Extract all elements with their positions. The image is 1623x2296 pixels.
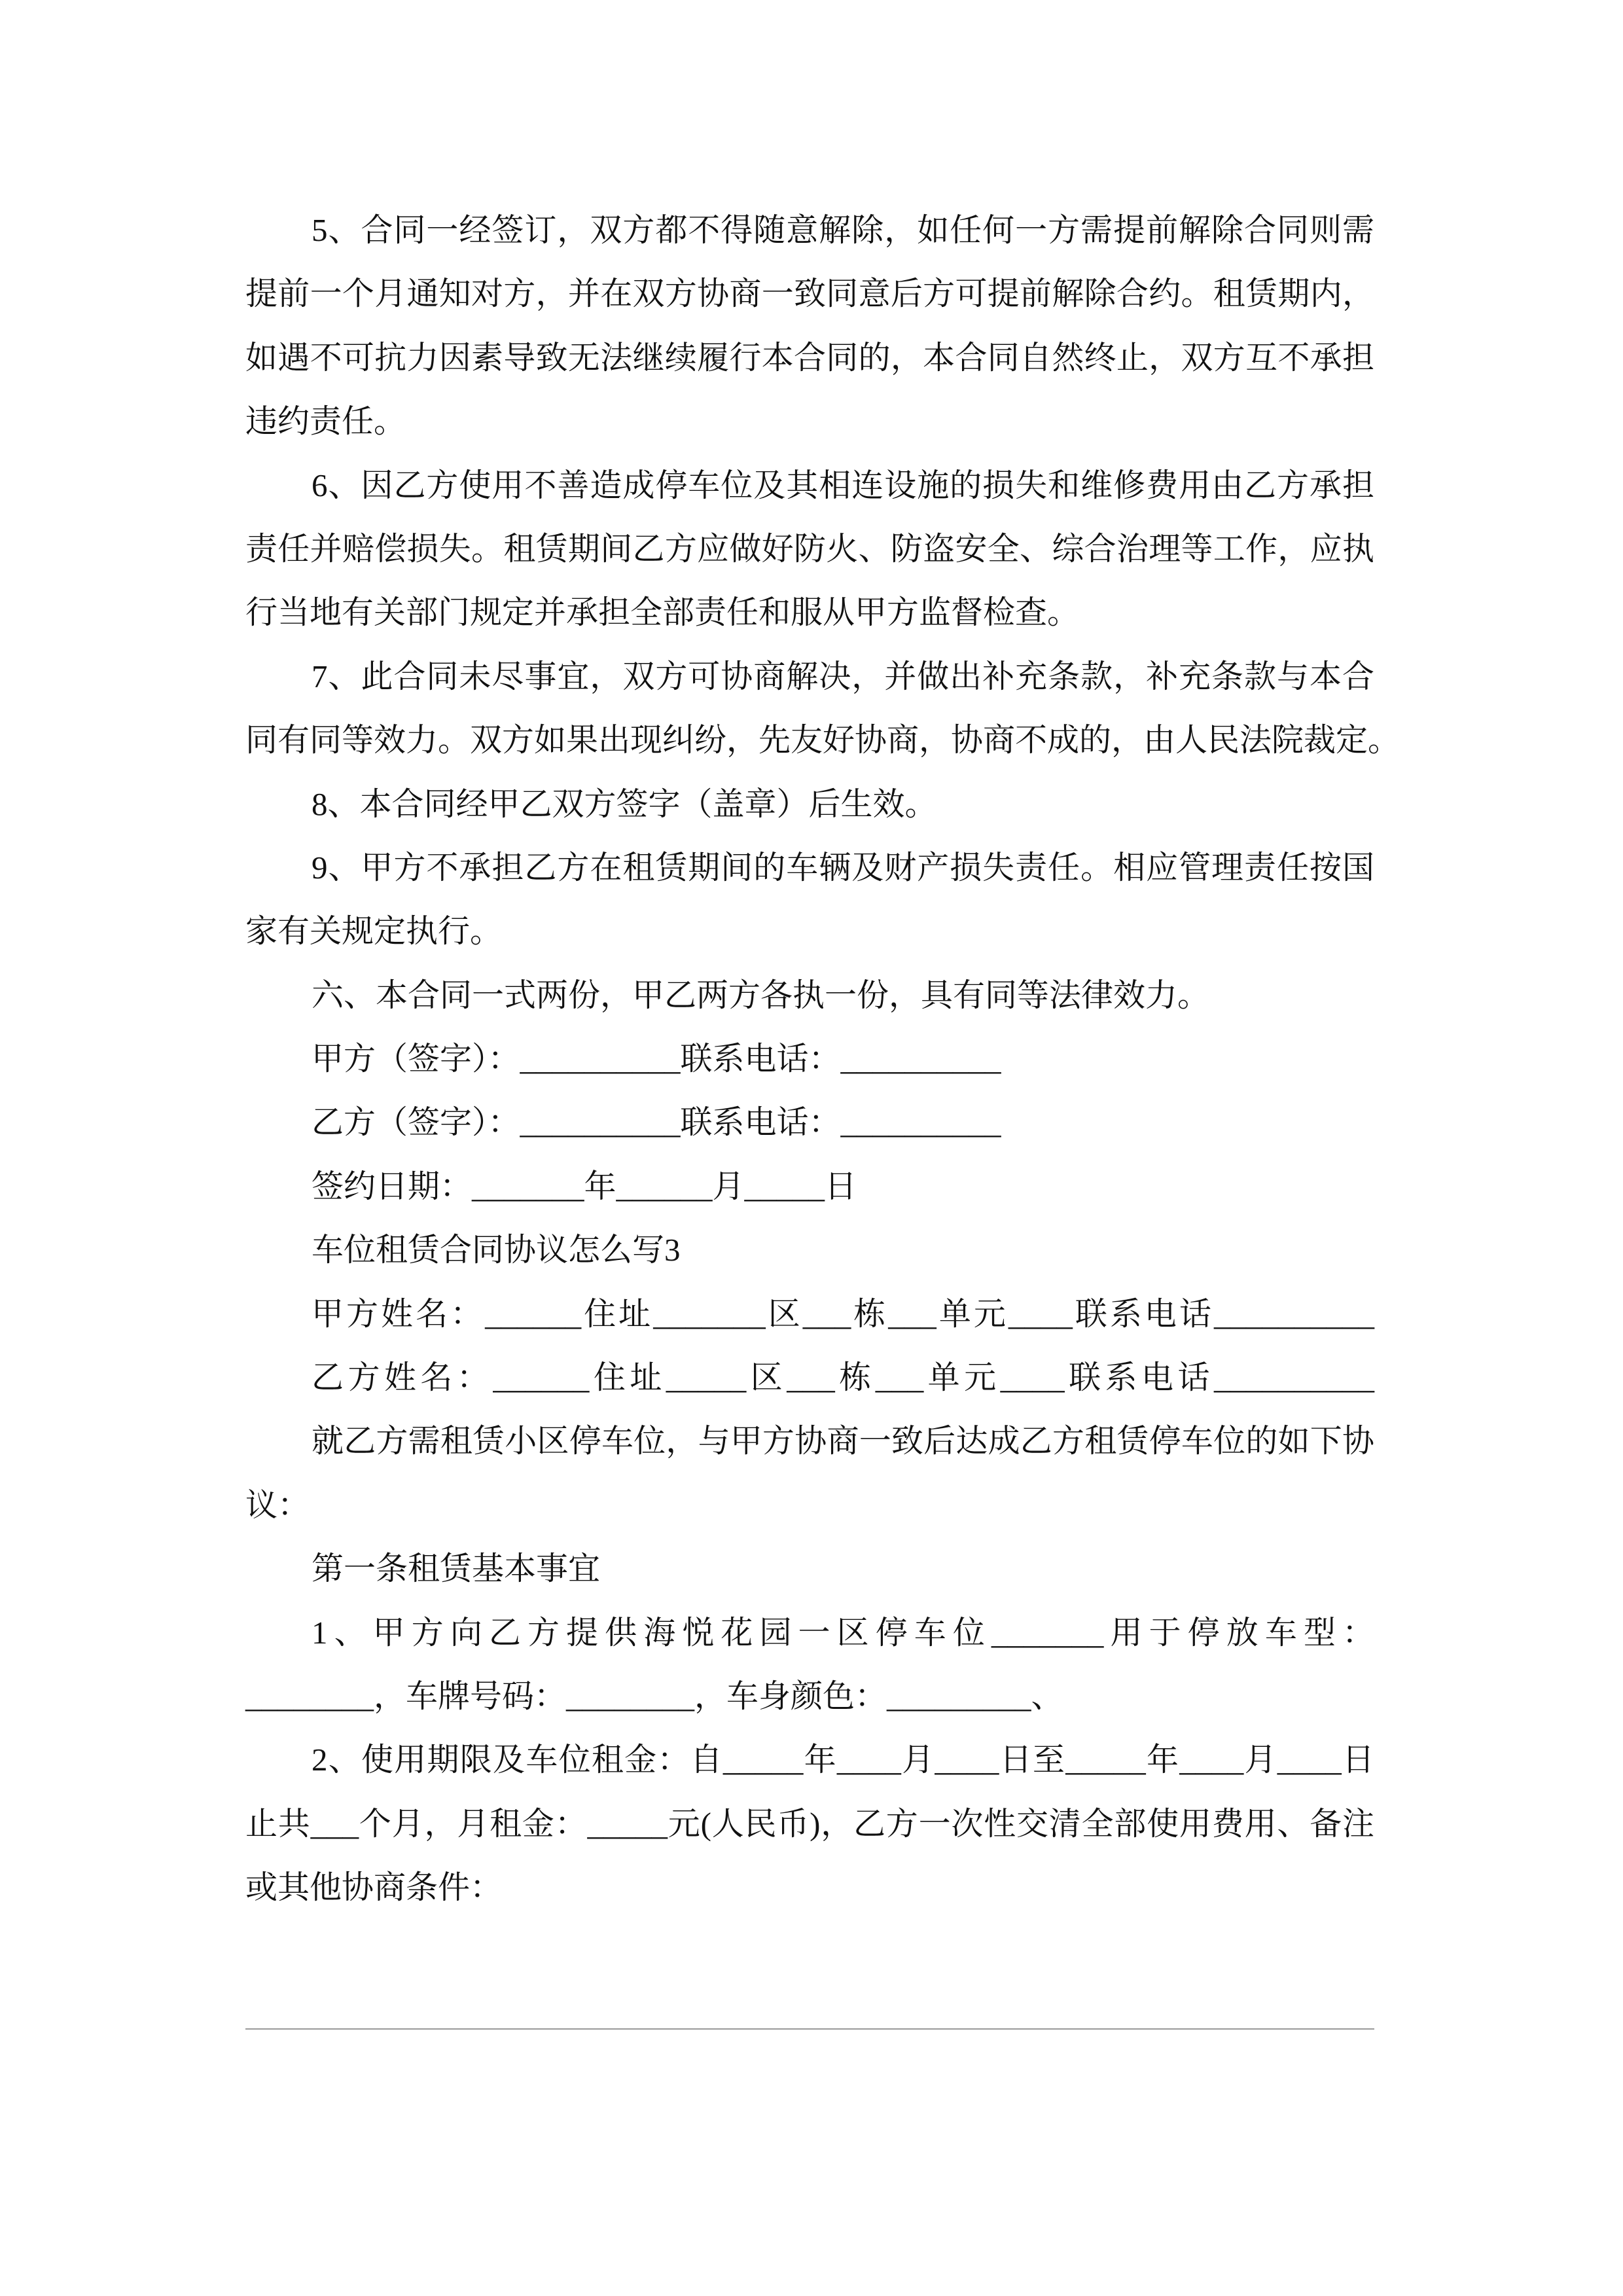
text-line: 提前一个月通知对方，并在双方协商一致同意后方可提前解除合约。租赁期内，	[245, 276, 1374, 312]
text-line: 乙方姓名：______住址_____区___栋___单元____联系电话__________	[312, 1359, 1374, 1396]
paragraph	[245, 454, 1374, 645]
document-body	[245, 198, 1400, 1920]
paragraph	[245, 1728, 1374, 1919]
text-line: 甲方（签字）：__________联系电话：__________	[312, 1041, 1001, 1077]
text-line: 车位租赁合同协议怎么写3	[312, 1232, 681, 1268]
text-line: 同有同等效力。双方如果出现纠纷，先友好协商，协商不成的，由人民法院裁定。	[245, 722, 1400, 759]
text-line: 六、本合同一式两份，甲乙两方各执一份，具有同等法律效力。	[312, 977, 1210, 1013]
text-line: 乙方（签字）：__________联系电话：__________	[312, 1104, 1001, 1141]
text-line: 6、因乙方使用不善造成停车位及其相连设施的损失和维修费用由乙方承担	[312, 467, 1374, 503]
paragraph	[245, 1282, 1374, 1346]
text-line: 5、合同一经签订，双方都不得随意解除，如任何一方需提前解除合同则需	[312, 212, 1374, 248]
paragraph	[245, 1218, 1374, 1282]
paragraph	[245, 1409, 1374, 1537]
text-line: 8、本合同经甲乙双方签字（盖章）后生效。	[312, 785, 937, 822]
paragraph	[245, 1346, 1374, 1409]
paragraph	[245, 836, 1374, 963]
text-line: 9、甲方不承担乙方在租赁期间的车辆及财产损失责任。相应管理责任按国	[312, 849, 1374, 886]
text-line: 甲方姓名：______住址_______区___栋___单元____联系电话__________	[312, 1295, 1374, 1332]
paragraph	[245, 1027, 1374, 1090]
text-line: 家有关规定执行。	[245, 913, 503, 950]
paragraph	[245, 772, 1374, 836]
text-line: 如遇不可抗力因素导致无法继续履行本合同的，本合同自然终止，双方互不承担	[245, 339, 1374, 376]
text-line: 1、甲方向乙方提供海悦花园一区停车位_______用于停放车型：	[312, 1614, 1374, 1651]
text-line: 止共___个月，月租金：_____元(人民币)，乙方一次性交清全部使用费用、备注	[245, 1805, 1374, 1842]
text-line: 违约责任。	[245, 403, 406, 440]
text-line: 或其他协商条件：	[245, 1869, 503, 1906]
text-line: 责任并赔偿损失。租赁期间乙方应做好防火、防盗安全、综合治理等工作，应执	[245, 530, 1374, 567]
paragraph	[245, 963, 1374, 1027]
text-line: 7、此合同未尽事宜，双方可协商解决，并做出补充条款，补充条款与本合	[312, 658, 1374, 694]
text-line: 议：	[245, 1486, 310, 1523]
footer-divider	[245, 2028, 1374, 2030]
text-line: 行当地有关部门规定并承担全部责任和服从甲方监督检查。	[245, 594, 1080, 631]
paragraph	[245, 198, 1374, 454]
text-line: 签约日期：_______年______月_____日	[312, 1168, 857, 1204]
paragraph	[245, 1090, 1374, 1154]
text-line: 就乙方需租赁小区停车位，与甲方协商一致后达成乙方租赁停车位的如下协	[312, 1423, 1374, 1460]
paragraph	[245, 1155, 1374, 1218]
paragraph	[245, 645, 1400, 772]
text-line: 第一条租赁基本事宜	[312, 1551, 601, 1587]
text-line: ________，车牌号码：________，车身颜色：_________、	[245, 1677, 1063, 1714]
paragraph	[245, 1601, 1374, 1729]
paragraph	[245, 1537, 1374, 1600]
text-line: 2、使用期限及车位租金：自_____年____月____日至_____年____月____日	[312, 1742, 1374, 1778]
